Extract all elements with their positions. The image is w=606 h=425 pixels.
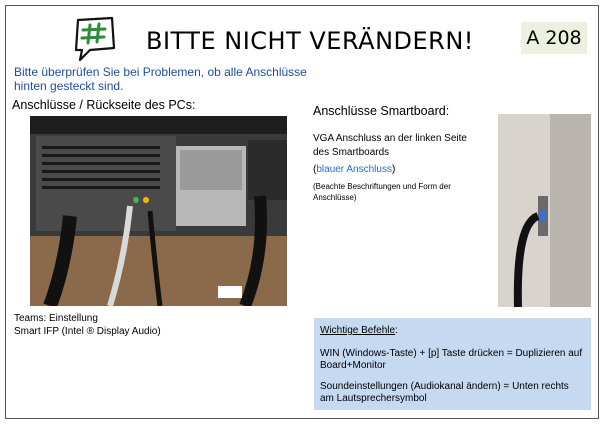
smartboard-side-illustration [498,114,591,307]
page-title: BITTE NICHT VERÄNDERN! [146,27,474,55]
commands-box [314,318,591,410]
chat-bubble-hashtag-icon [72,16,116,62]
pc-rear-photo [30,116,287,306]
paren-close: ) [391,164,396,175]
command-duplicate: WIN (Windows-Taste) + [p] Taste drücken = Duplizieren auf Board+Monitor [320,348,583,371]
command-sound: Soundeinstellungen (Audiokanal ändern) = Unten rechts am Lautsprechersymbol [320,381,569,404]
paren-open: ( [313,164,317,175]
commands-heading [320,325,398,337]
pc-rear-illustration [30,116,287,306]
room-badge: A 208 [521,22,587,54]
commands-heading-colon: : [395,325,398,336]
smartboard-side-photo [498,114,591,307]
pc-section-label: Anschlüsse / Rückseite des PCs: [12,98,196,112]
commands-heading-text: Wichtige Befehle [320,325,396,336]
vga-color-hint [313,164,395,175]
connector-shape-hint: (Beachte Beschriftungen und Form der Anschlüsse) [313,182,451,202]
smartboard-section-label: Anschlüsse Smartboard: [313,104,450,118]
teams-line-1: Teams: Einstellung [14,313,98,324]
blue-connector-text: blauer Anschluss [316,164,392,175]
vga-instruction: VGA Anschluss an der linken Seite des Smartboards [313,133,467,158]
instruction-note: Bitte überprüfen Sie bei Problemen, ob alle Anschlüsse hinten gesteckt sind. [14,65,307,93]
teams-line-2: Smart IFP (Intel ® Display Audio) [14,326,161,337]
teams-setting [14,312,161,338]
